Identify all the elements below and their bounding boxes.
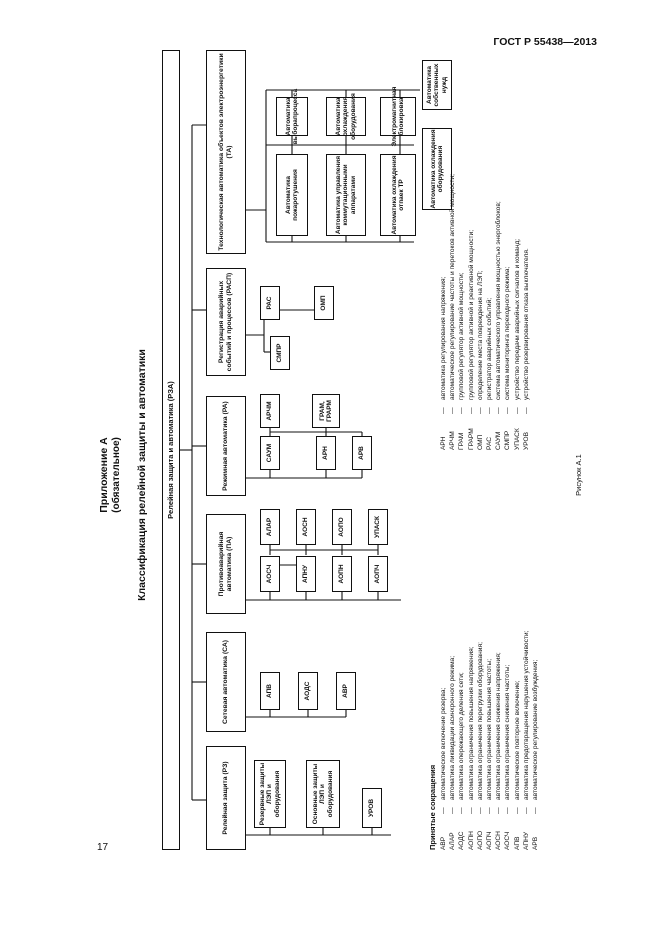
abbreviations-title: Принятые сокращения [428, 764, 437, 850]
abbreviation-dash: — [495, 407, 503, 414]
abbreviation-dash: — [440, 807, 447, 814]
abbreviation-description: автоматическое повторное включение; [513, 680, 521, 800]
item-aosn: АОСН [296, 509, 316, 545]
item-apv: АПВ [260, 672, 280, 710]
standard-header: ГОСТ Р 55438—2013 [493, 36, 597, 48]
abbreviation-dash: — [532, 807, 539, 814]
abbreviation-description: автоматика предотвращения нарушения устойчивости; [522, 630, 530, 800]
abbreviation-dash: — [495, 807, 503, 814]
figure-caption: Рисунок А.1 [574, 454, 583, 496]
item-aopn: АОПН [332, 556, 352, 592]
abbreviation-description: определение места повреждения на ЛЭП; [476, 270, 484, 400]
item-urov: УРОВ [362, 788, 382, 828]
abbreviation-dash: — [449, 807, 457, 814]
abbreviation-term: АОПО [476, 830, 484, 850]
abbreviation-dash: — [476, 407, 484, 414]
item-ta-blocking: Электромагнитная блокировка [380, 97, 416, 136]
abbreviation-dash: — [449, 407, 457, 414]
item-ta-process: Автоматика выборапроцесса [276, 97, 308, 136]
rotated-content [96, 50, 616, 850]
abbreviation-dash: — [467, 807, 475, 814]
abbreviation-description: автоматика ликвидации асинхронного режима; [449, 655, 457, 800]
item-reserve-protection: Резервные защиты ЛЭП и оборудования [254, 760, 286, 828]
item-apnu: АПНУ [296, 556, 316, 592]
abbreviation-dash: — [458, 407, 466, 414]
abbreviation-dash: — [440, 407, 447, 414]
abbreviation-term: АОДС [458, 831, 466, 850]
abbreviation-term: АПНУ [522, 831, 530, 850]
abbreviation-description: автоматика ограничения перегрузки оборудования; [476, 642, 484, 800]
item-ta-aux: Автоматика собственных нужд [422, 60, 452, 110]
abbreviation-dash: — [513, 407, 521, 414]
root-rza-box: Релейная защита и автоматика (РЗА) [162, 50, 180, 850]
item-omp: ОМП [314, 286, 334, 320]
abbreviation-dash: — [467, 407, 475, 414]
item-ta-cooling-2: Автоматика охлаждения оборудования [422, 128, 452, 210]
item-ta-cooling-1: Автоматика охлаждения оборудования [326, 97, 366, 136]
abbreviation-term: УПАСК [513, 428, 521, 450]
item-avr: АВР [336, 672, 356, 710]
group-rz: Релейная защита (РЗ) [206, 746, 246, 850]
abbreviation-description: групповой регулятор активной и реактивной мощности; [467, 229, 475, 400]
item-aods: АОДС [298, 672, 318, 710]
abbreviation-description: устройство резервирования отказа выключателя. [522, 248, 530, 400]
abbreviation-description: регистратор аварийных событий; [486, 297, 493, 400]
group-sa: Сетевая автоматика (СА) [206, 632, 246, 732]
abbreviation-term: АЛАР [449, 832, 457, 850]
abbreviation-description: автоматическое регулирование частоты и перетоков активной мощности; [449, 174, 457, 400]
abbreviation-term: АВР [440, 836, 447, 850]
item-arn: АРН [316, 436, 336, 470]
abbreviation-term: СМПР [504, 430, 512, 450]
abbreviation-dash: — [504, 407, 512, 414]
abbreviation-dash: — [476, 807, 484, 814]
item-main-protection: Основные защиты ЛЭП и оборудования [306, 760, 340, 828]
abbreviation-description: автоматическое регулирование возбуждения; [532, 659, 539, 800]
item-ras: РАС [260, 286, 280, 320]
abbreviation-term: АОСН [495, 831, 503, 850]
item-archm: АРЧМ [260, 394, 280, 428]
abbreviation-description: автоматика ограничения снижения частоты; [504, 664, 512, 800]
abbreviation-dash: — [504, 807, 512, 814]
abbreviation-description: автоматическое включение резерва; [440, 687, 447, 800]
page-number: 17 [97, 842, 109, 853]
abbreviation-dash: — [522, 407, 530, 414]
abbreviation-description: автоматика ограничения повышения напряжения; [467, 646, 475, 800]
item-upask: УПАСК [368, 509, 388, 545]
abbreviation-description: групповой регулятор активной мощности; [458, 272, 466, 400]
item-smpr: СМПР [270, 336, 290, 370]
abbreviation-term: УРОВ [522, 432, 530, 450]
item-aosch: АОСЧ [260, 556, 280, 592]
abbreviation-term: ГРАМ [458, 432, 466, 450]
group-pa: Противоаварийная автоматика (ПА) [206, 514, 246, 614]
document-title: Классификация релейной защиты и автоматики [136, 349, 148, 601]
abbreviation-description: автоматика ограничения снижения напряжения; [495, 652, 503, 800]
abbreviation-description: автоматика опережающего деления сети; [458, 672, 466, 800]
appendix-note: (обязательное) [111, 437, 122, 513]
abbreviation-term: АОПН [467, 831, 475, 850]
abbreviation-term: АРВ [532, 836, 539, 850]
item-alar: АЛАР [260, 509, 280, 545]
abbreviation-dash: — [522, 807, 530, 814]
abbreviation-term: АОПЧ [486, 831, 493, 850]
abbreviation-description: автоматика ограничения повышения частоты; [486, 658, 493, 800]
abbreviation-description: система автоматического управления мощностью энергоблоков; [495, 201, 503, 400]
item-ta-fire: Автоматика пожаротушения [276, 154, 308, 236]
item-gram-grarm: ГРАМ, ГРАРМ [312, 394, 340, 428]
abbreviation-term: АРЧМ [449, 431, 457, 450]
abbreviation-dash: — [513, 807, 521, 814]
appendix-title: Приложение А [98, 437, 110, 513]
item-saum: САУМ [260, 436, 280, 470]
abbreviation-description: система мониторинга переходного режима; [504, 266, 512, 400]
item-aopo: АОПО [332, 509, 352, 545]
abbreviation-term: САУМ [495, 431, 503, 450]
item-ta-cooling-taps: Автоматика охлаждения отпаек ТР [380, 154, 416, 236]
abbreviation-term: ГРАРМ [467, 428, 475, 450]
abbreviation-description: устройство передачи аварийных сигналов и команд; [513, 238, 521, 400]
abbreviation-term: ОМП [476, 434, 484, 450]
abbreviation-term: АРН [440, 436, 447, 450]
group-rasp: Регистрация аварийных событий и процессов (РАСП) [206, 268, 246, 376]
abbreviation-description: автоматика регулирования напряжения; [440, 276, 447, 400]
abbreviation-term: АПВ [513, 836, 521, 850]
item-aopch: АОПЧ [368, 556, 388, 592]
group-ra: Режимная автоматика (РА) [206, 396, 246, 496]
group-ta: Технологическая автоматика объектов электроэнергетики (ТА) [206, 50, 246, 254]
abbreviation-dash: — [486, 407, 493, 414]
abbreviation-term: АОСЧ [504, 831, 512, 850]
abbreviation-dash: — [486, 807, 493, 814]
abbreviation-term: РАС [486, 437, 493, 450]
item-arv: АРВ [352, 436, 372, 470]
abbreviation-dash: — [458, 807, 466, 814]
item-ta-switching: Автоматика управления коммутационными аппаратами [326, 154, 366, 236]
